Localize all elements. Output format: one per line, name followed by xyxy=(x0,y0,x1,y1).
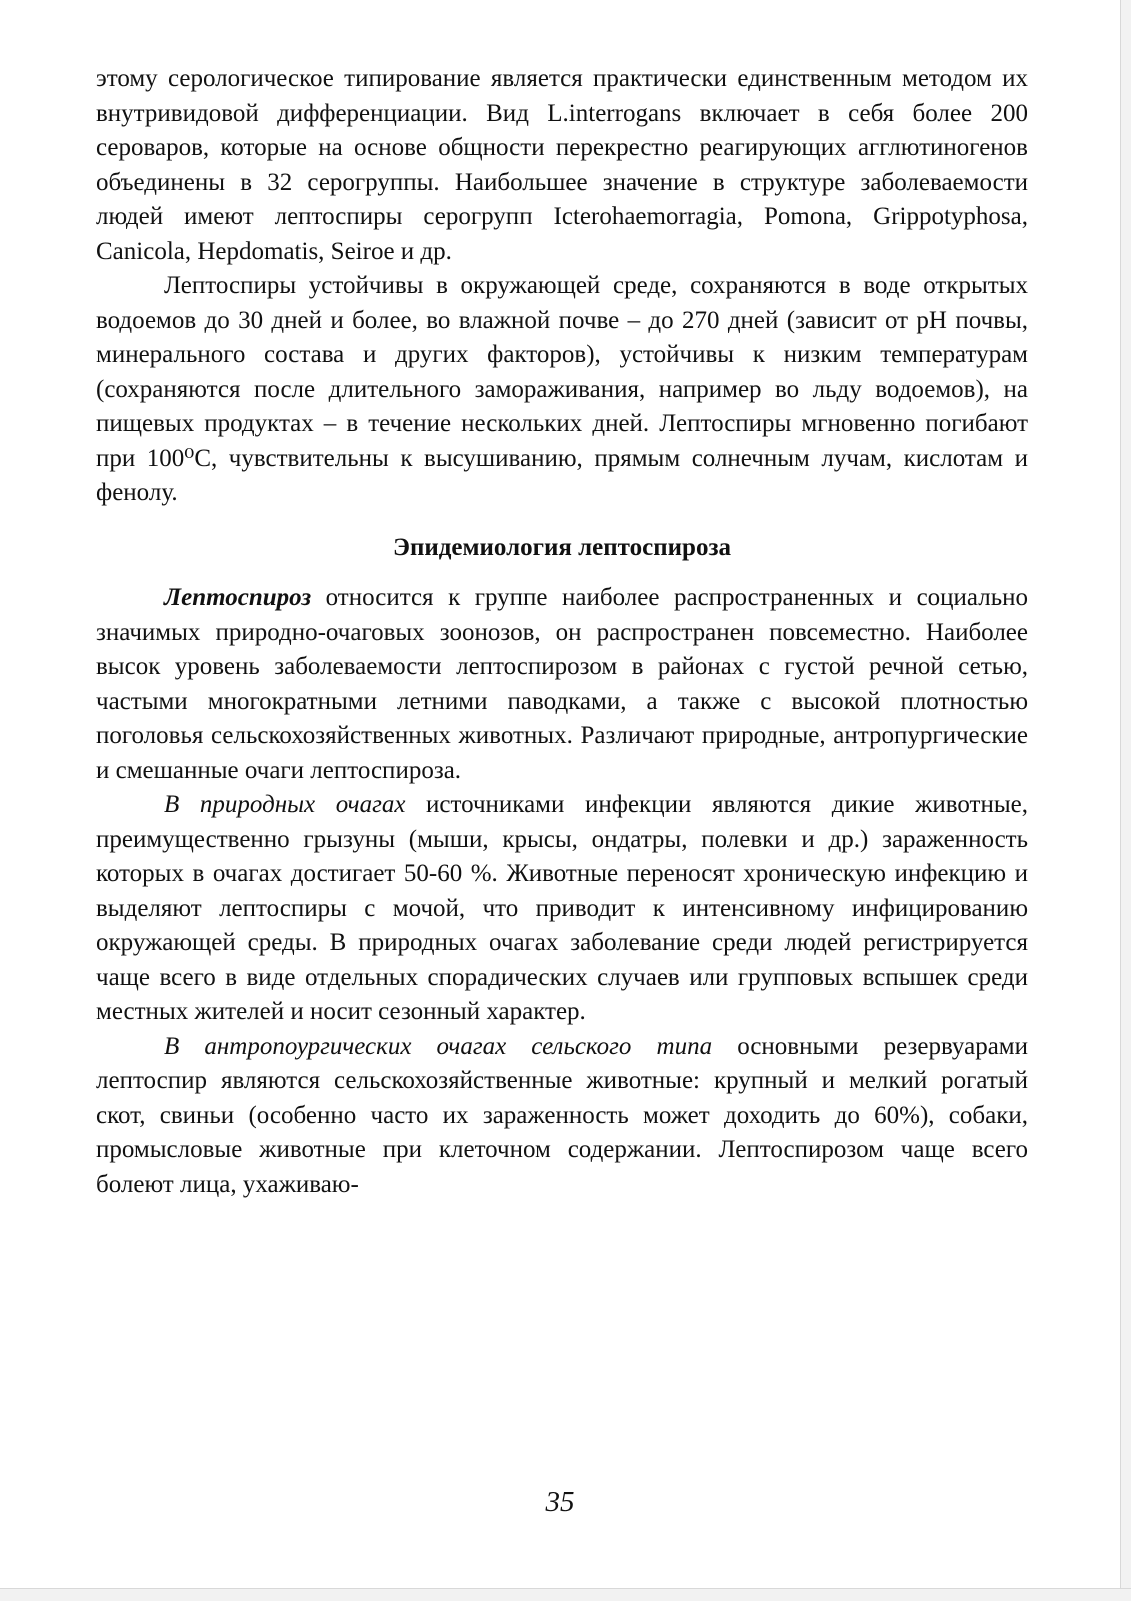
paragraph-anthropurgic-foci xyxy=(96,1030,1028,1203)
page-edge-right xyxy=(1120,0,1131,1600)
paragraph-anthropurgic-foci-text: основными резервуарами лептоспир являются сельскохозяйственные животные: крупный и мелкий рогатый скот, свиньи (особенно часто их зараженность может доходить до 60%), собаки, промысловые животные при клеточном содержании. Лептоспирозом чаще всего болеют лица, ухаживаю- xyxy=(96,1032,1028,1198)
paragraph-leptospirosis-intro xyxy=(96,581,1028,788)
paragraph-leptospirosis-intro-text: относится к группе наиболее распространенных и социально значимых природно-очаговых зоонозов, он распространен повсеместно. Наиболее высок уровень заболеваемости лептоспирозом в районах с густой речной сетью, частыми многократными летними паводками, а также с высокой плотностью поголовья сельскохозяйственных животных. Различают природные, антропургические и смешанные очаги лептоспироза. xyxy=(96,584,1028,784)
term-leptospirosis: Лептоспироз xyxy=(164,584,312,611)
paragraph-resistance: Лептоспиры устойчивы в окружающей среде, сохраняются в воде открытых водоемов до 30 дней и более, во влажной почве – до 270 дней (зависит от pH почвы, минерального состава и других факторов), устойчивы к низким температурам (сохраняются после длительного замораживания, например во льду водоемов), на пищевых продуктах – в течение нескольких дней. Лептоспиры мгновенно погибают при 100⁰С, чувствительны к высушиванию, прямым солнечным лучам, кислотам и фенолу. xyxy=(96,272,1028,506)
page-edge-bottom xyxy=(0,1588,1131,1601)
paragraph-serotyping: этому серологическое типирование является практически единственным методом их внутривидовой дифференциации. Вид L.interrogans включает в себя более 200 сероваров, которые на основе общности перекрестно реагирующих агглютиногенов объединены в 32 серогруппы. Наибольшее значение в структуре заболеваемости людей имеют лептоспиры серогрупп Icterohaemorragia, Pomona, Grippotyphosa, Canicola, Hepdomatis, Seiroe и др. xyxy=(96,65,1028,265)
text-block xyxy=(96,62,1028,1202)
term-anthropurgic-foci: В антропоургических очагах сельского типа xyxy=(164,1032,713,1060)
paragraph-natural-foci xyxy=(96,788,1028,1030)
section-heading: Эпидемиология лептоспироза xyxy=(392,533,731,561)
paragraph-natural-foci-text: источниками инфекции являются дикие животные, преимущественно грызуны (мыши, крысы, ондатры, полевки и др.) зараженность которых в очагах достигает 50-60 %. Животные переносят хроническую инфекцию и выделяют лептоспиры с мочой, что приводит к интенсивному инфицированию окружающей среды. В природных очагах заболевание среди людей регистрируется чаще всего в виде отдельных спорадических случаев или групповых вспышек среди местных жителей и носит сезонный характер. xyxy=(96,791,1028,1025)
term-natural-foci: В природных очагах xyxy=(164,791,406,818)
page-number: 35 xyxy=(545,1486,575,1518)
